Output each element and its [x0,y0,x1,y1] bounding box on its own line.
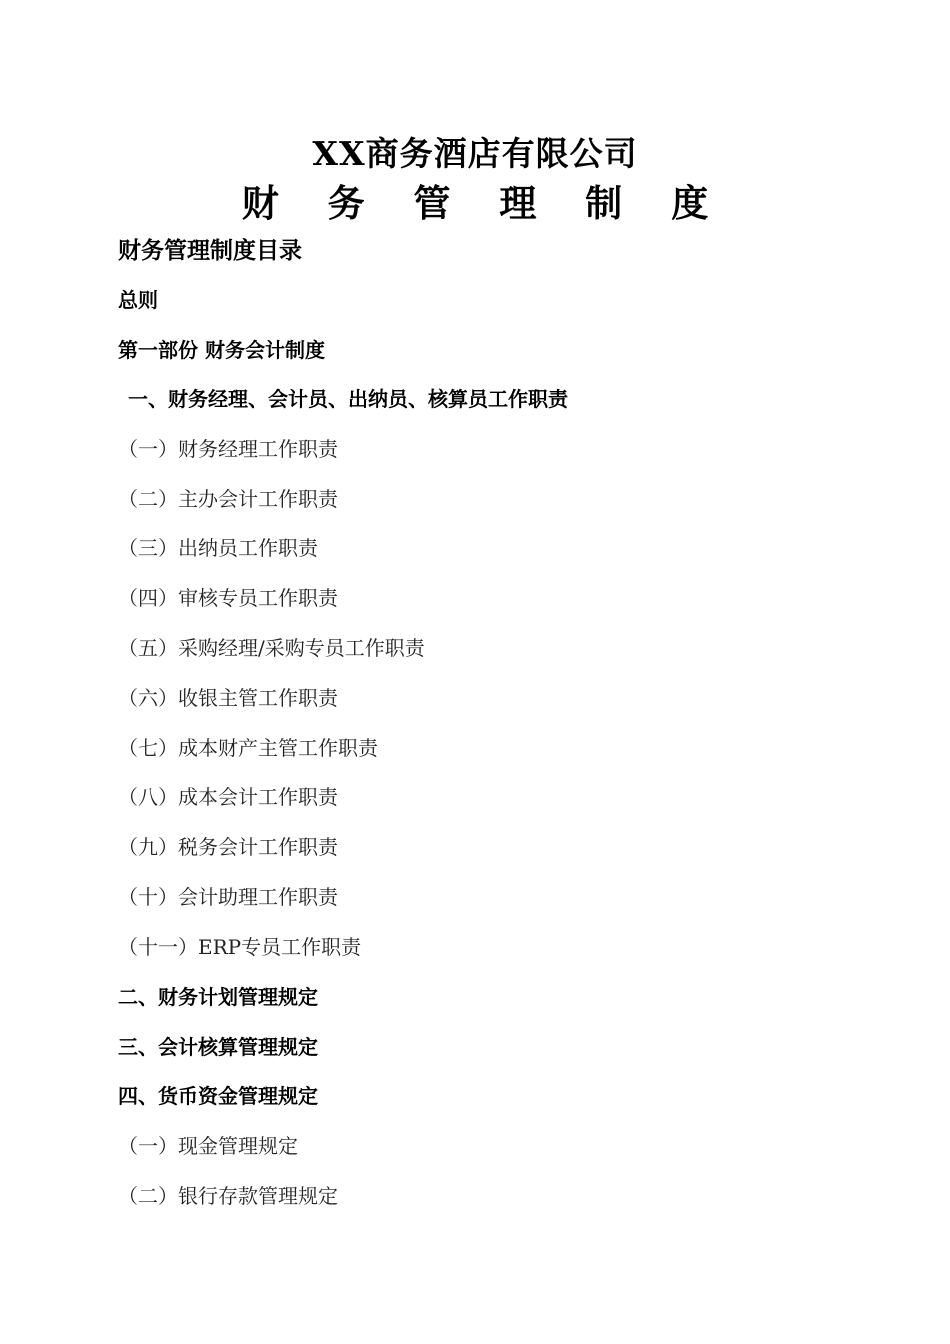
toc-entry-general-rules: 总则 [118,288,158,312]
company-title: XX商务酒店有限公司 [312,134,638,173]
document-title: 财 务 管 理 制 度 [241,182,727,225]
toc-entry-1-10: （十）会计助理工作职责 [118,885,338,909]
toc-entry-section-2: 二、财务计划管理规定 [118,985,318,1009]
toc-entry-section-4: 四、货币资金管理规定 [118,1084,318,1108]
toc-entry-1-3: （三）出纳员工作职责 [118,536,318,560]
toc-entry-1-7: （七）成本财产主管工作职责 [118,736,378,760]
toc-entry-1-4: （四）审核专员工作职责 [118,586,338,610]
toc-entry-1-5: （五）采购经理/采购专员工作职责 [118,636,425,660]
toc-entry-section-3: 三、会计核算管理规定 [118,1035,318,1059]
toc-entry-section-1: 一、财务经理、会计员、出纳员、核算员工作职责 [128,387,568,411]
toc-entry-1-9: （九）税务会计工作职责 [118,835,338,859]
toc-entry-1-11: （十一）ERP专员工作职责 [118,935,362,959]
toc-entry-1-6: （六）收银主管工作职责 [118,686,338,710]
toc-entry-1-2: （二）主办会计工作职责 [118,487,338,511]
toc-heading: 财务管理制度目录 [118,238,302,264]
toc-entry-4-1: （一）现金管理规定 [118,1134,298,1158]
toc-entry-4-2: （二）银行存款管理规定 [118,1184,338,1208]
toc-entry-part-one: 第一部份 财务会计制度 [118,338,325,362]
toc-entry-1-8: （八）成本会计工作职责 [118,785,338,809]
toc-entry-1-1: （一）财务经理工作职责 [118,437,338,461]
